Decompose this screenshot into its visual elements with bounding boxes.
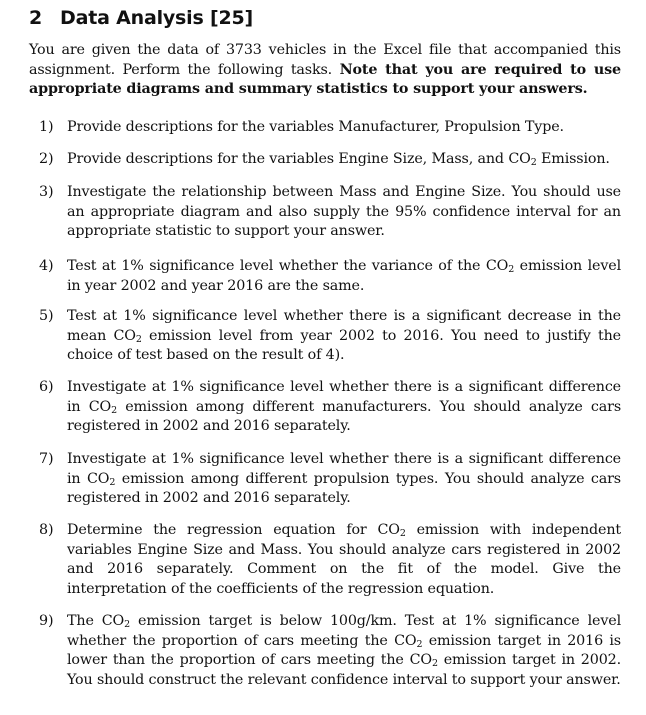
task-label: 6)	[39, 379, 54, 395]
task-item	[39, 450, 621, 509]
intro-text: You are given the data of 3733 vehicles in the Excel file that accompanied this assignment. Perform the following tasks.	[29, 42, 621, 78]
task-item	[39, 257, 621, 296]
task-label: 9)	[39, 613, 54, 629]
task-text: Test at 1% significance level whether there is a significant decrease in the mean $CO_2$ emission level from year 2002 to 2016. You need to justify the choice of test based on the result of 4).	[67, 308, 621, 363]
task-text: Provide descriptions for the variables Engine Size, Mass, and $CO_2$ Emission.	[67, 151, 610, 168]
intro-paragraph	[29, 41, 621, 100]
task-text: Determine the regression equation for $CO_2$ emission with independent variables Engine Size and Mass. You should analyze cars registered in 2002 and 2016 separately. Comment on the fit of the model. Give the interpretation of the coefficients of the regression equation.	[67, 522, 621, 597]
section-heading	[29, 6, 253, 30]
co2-formula: $CO_2$	[485, 258, 515, 275]
task-text: Test at 1% significance level whether the variance of the $CO_2$ emission level in year 2002 and year 2016 are the same.	[67, 258, 622, 294]
section-title: Data Analysis [25]	[60, 7, 254, 29]
task-text: The $CO_2$ emission target is below 100g/km. Test at 1% significance level whether the proportion of cars meeting the $CO_2$ emission target in 2016 is lower than the proportion of cars meeting the $CO_2$ emission target in 2002. You should construct the relevant confidence interval to support your answer.	[67, 613, 621, 688]
co2-formula: $CO_2$	[508, 151, 537, 168]
task-label: 4)	[39, 258, 54, 274]
task-item	[39, 118, 621, 138]
co2-formula: $CO_2$	[113, 327, 142, 345]
co2-formula: $CO_2$	[86, 470, 116, 488]
task-item	[39, 521, 621, 599]
task-item	[39, 150, 621, 170]
co2-formula: $CO_2$	[101, 613, 131, 630]
co2-formula: $CO_2$	[394, 632, 423, 650]
co2-formula: $CO_2$	[377, 522, 406, 539]
co2-formula: $CO_2$	[409, 652, 438, 669]
task-label: 5)	[39, 308, 54, 324]
co2-formula: $CO_2$	[88, 398, 117, 416]
task-text: Investigate at 1% significance level whether there is a significant difference in $CO_2$ emission among different propulsion types. You should analyze cars registered in 2002 and 2016 separately.	[67, 451, 621, 506]
task-label: 3)	[39, 184, 54, 200]
intro-emphasis: Note that you are required to use appropriate diagrams and summary statistics to support your answers.	[29, 61, 621, 97]
task-item	[39, 612, 621, 690]
task-text: Provide descriptions for the variables Manufacturer, Propulsion Type.	[67, 119, 564, 135]
task-text: Investigate at 1% significance level whether there is a significant difference in $CO_2$ emission among different manufacturers. You should analyze cars registered in 2002 and 2016 separately.	[67, 379, 622, 434]
task-label: 7)	[39, 451, 54, 467]
task-text: Investigate the relationship between Mass and Engine Size. You should use an appropriate diagram and also supply the 95% confidence interval for an appropriate statistic to support your answer.	[67, 184, 621, 239]
task-label: 8)	[39, 522, 54, 538]
task-item	[39, 183, 621, 242]
task-item	[39, 307, 621, 366]
task-label: 1)	[39, 119, 54, 135]
section-number: 2	[29, 7, 43, 29]
task-label: 2)	[39, 151, 54, 167]
task-item	[39, 378, 621, 437]
